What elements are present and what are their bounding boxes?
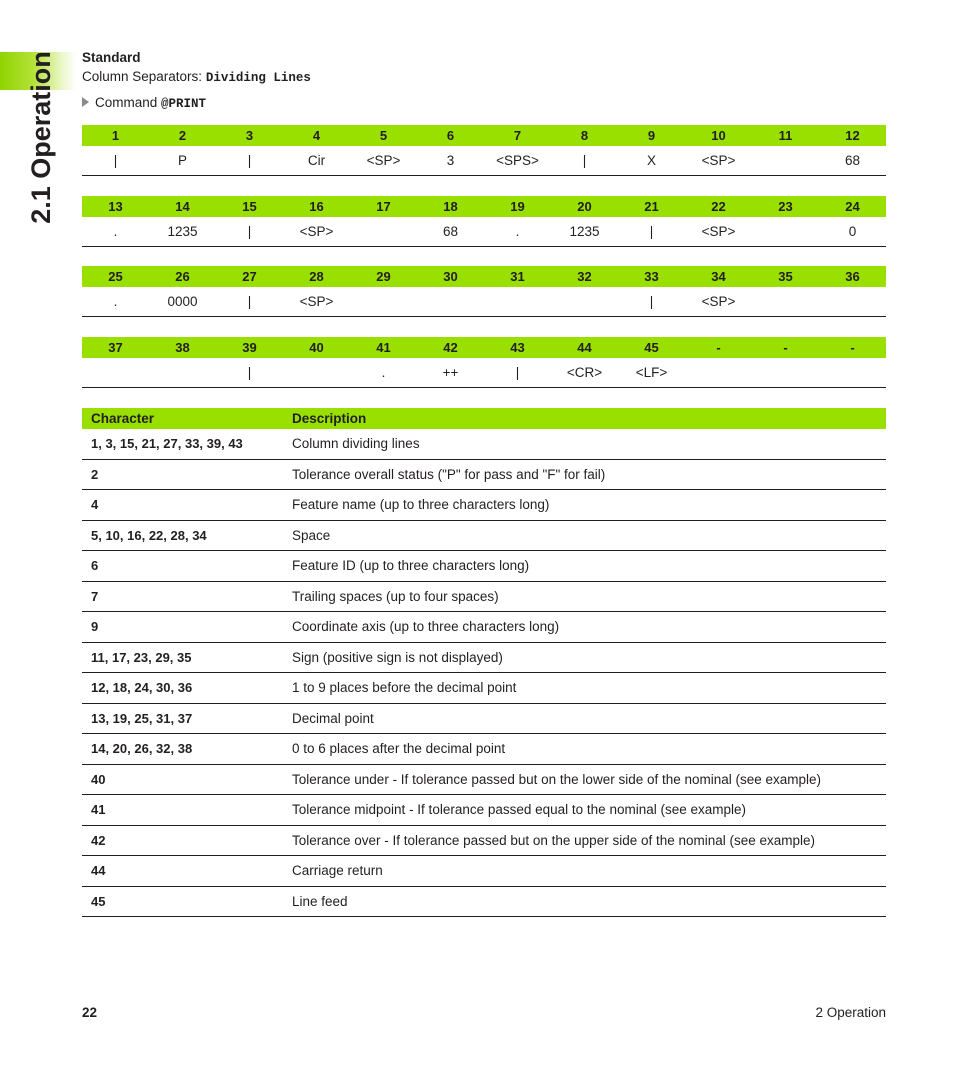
position-value: <SPS> <box>484 146 551 176</box>
position-number: 25 <box>82 266 149 287</box>
position-value <box>752 217 819 247</box>
description-row <box>82 429 886 459</box>
column-separators-line <box>82 69 311 85</box>
position-number: 7 <box>484 125 551 146</box>
description-cell: Feature ID (up to three characters long) <box>287 551 886 582</box>
position-number: 28 <box>283 266 350 287</box>
chapter-side-title-text: 2.1 Operation <box>25 50 56 224</box>
position-value <box>283 358 350 388</box>
description-cell: Line feed <box>287 886 886 917</box>
position-number: 20 <box>551 196 618 217</box>
position-number: 26 <box>149 266 216 287</box>
description-table-header <box>82 408 886 429</box>
position-value-row <box>82 358 886 388</box>
position-value: . <box>82 287 149 317</box>
position-table <box>82 196 886 247</box>
position-number: 39 <box>216 337 283 358</box>
command-label: Command <box>95 95 158 110</box>
section-heading: Standard <box>82 50 141 65</box>
position-value <box>350 287 417 317</box>
position-value: <SP> <box>685 287 752 317</box>
position-value: <SP> <box>283 287 350 317</box>
description-row <box>82 612 886 643</box>
character-cell: 40 <box>82 764 287 795</box>
position-number: 34 <box>685 266 752 287</box>
description-cell: Carriage return <box>287 856 886 887</box>
position-value: <SP> <box>685 217 752 247</box>
position-value-row <box>82 146 886 176</box>
position-value: 1235 <box>551 217 618 247</box>
character-cell: 1, 3, 15, 21, 27, 33, 39, 43 <box>82 429 287 459</box>
footer-chapter: 2 Operation <box>815 1005 886 1020</box>
description-cell: Tolerance under - If tolerance passed but on the lower side of the nominal (see example) <box>287 764 886 795</box>
position-number: 43 <box>484 337 551 358</box>
position-value: 68 <box>819 146 886 176</box>
position-value: | <box>484 358 551 388</box>
position-value: | <box>618 287 685 317</box>
description-cell: Sign (positive sign is not displayed) <box>287 642 886 673</box>
position-number: 44 <box>551 337 618 358</box>
description-row <box>82 825 886 856</box>
position-value: . <box>82 217 149 247</box>
character-cell: 12, 18, 24, 30, 36 <box>82 673 287 704</box>
position-value <box>819 358 886 388</box>
position-value <box>551 287 618 317</box>
position-value: . <box>484 217 551 247</box>
position-value <box>350 217 417 247</box>
character-cell: 6 <box>82 551 287 582</box>
position-number: 27 <box>216 266 283 287</box>
character-cell: 13, 19, 25, 31, 37 <box>82 703 287 734</box>
position-value: 3 <box>417 146 484 176</box>
position-value: . <box>350 358 417 388</box>
position-value-row <box>82 287 886 317</box>
description-row <box>82 520 886 551</box>
position-number: 19 <box>484 196 551 217</box>
description-row <box>82 459 886 490</box>
position-number: 4 <box>283 125 350 146</box>
character-cell: 2 <box>82 459 287 490</box>
character-cell: 4 <box>82 490 287 521</box>
character-cell: 41 <box>82 795 287 826</box>
position-value: P <box>149 146 216 176</box>
description-cell: Tolerance midpoint - If tolerance passed equal to the nominal (see example) <box>287 795 886 826</box>
separator-value: Dividing Lines <box>205 71 311 85</box>
description-row <box>82 673 886 704</box>
description-cell: Tolerance overall status ("P" for pass and "F" for fail) <box>287 459 886 490</box>
description-cell: Decimal point <box>287 703 886 734</box>
position-value <box>752 146 819 176</box>
command-line <box>82 95 311 111</box>
position-value: 1235 <box>149 217 216 247</box>
position-value: | <box>216 358 283 388</box>
position-number: 12 <box>819 125 886 146</box>
position-number: 3 <box>216 125 283 146</box>
position-number: 17 <box>350 196 417 217</box>
chapter-side-title <box>20 52 62 222</box>
position-number: 21 <box>618 196 685 217</box>
position-number: 35 <box>752 266 819 287</box>
position-number: 30 <box>417 266 484 287</box>
position-value: 0 <box>819 217 886 247</box>
position-header-row <box>82 266 886 287</box>
description-column-header: Description <box>287 408 886 429</box>
position-number: 8 <box>551 125 618 146</box>
position-table <box>82 337 886 388</box>
position-number: 41 <box>350 337 417 358</box>
position-number: 2 <box>149 125 216 146</box>
position-number: - <box>752 337 819 358</box>
description-row <box>82 490 886 521</box>
position-number: 42 <box>417 337 484 358</box>
position-value <box>149 358 216 388</box>
position-value: ++ <box>417 358 484 388</box>
position-table <box>82 125 886 176</box>
position-value <box>752 358 819 388</box>
position-value: <CR> <box>551 358 618 388</box>
position-number: 37 <box>82 337 149 358</box>
description-cell: Trailing spaces (up to four spaces) <box>287 581 886 612</box>
page-number: 22 <box>82 1005 98 1020</box>
position-number: 36 <box>819 266 886 287</box>
position-value: | <box>618 217 685 247</box>
description-row <box>82 734 886 765</box>
description-cell: Coordinate axis (up to three characters long) <box>287 612 886 643</box>
position-value: Cir <box>283 146 350 176</box>
position-number: 10 <box>685 125 752 146</box>
position-number: - <box>819 337 886 358</box>
position-number: 6 <box>417 125 484 146</box>
description-row <box>82 795 886 826</box>
position-number: 14 <box>149 196 216 217</box>
position-number: 38 <box>149 337 216 358</box>
description-cell: 0 to 6 places after the decimal point <box>287 734 886 765</box>
position-value: <LF> <box>618 358 685 388</box>
description-row <box>82 551 886 582</box>
description-row <box>82 581 886 612</box>
position-value: | <box>82 146 149 176</box>
position-header-row <box>82 125 886 146</box>
description-row <box>82 642 886 673</box>
character-cell: 14, 20, 26, 32, 38 <box>82 734 287 765</box>
character-cell: 44 <box>82 856 287 887</box>
character-cell: 11, 17, 23, 29, 35 <box>82 642 287 673</box>
character-cell: 9 <box>82 612 287 643</box>
character-column-header: Character <box>82 408 287 429</box>
position-value-row <box>82 217 886 247</box>
separator-label: Column Separators: <box>82 69 203 84</box>
position-value: <SP> <box>685 146 752 176</box>
position-value <box>82 358 149 388</box>
position-number: 9 <box>618 125 685 146</box>
description-cell: Space <box>287 520 886 551</box>
description-cell: Tolerance over - If tolerance passed but on the upper side of the nominal (see example) <box>287 825 886 856</box>
position-value: | <box>216 146 283 176</box>
character-cell: 5, 10, 16, 22, 28, 34 <box>82 520 287 551</box>
position-number: 29 <box>350 266 417 287</box>
position-value: 0000 <box>149 287 216 317</box>
position-table <box>82 266 886 317</box>
description-cell: Feature name (up to three characters long) <box>287 490 886 521</box>
position-header-row <box>82 196 886 217</box>
position-value <box>484 287 551 317</box>
description-table <box>82 408 886 917</box>
position-number: 23 <box>752 196 819 217</box>
position-value: <SP> <box>350 146 417 176</box>
position-value <box>685 358 752 388</box>
position-value: | <box>216 217 283 247</box>
character-cell: 42 <box>82 825 287 856</box>
position-value <box>752 287 819 317</box>
position-number: 16 <box>283 196 350 217</box>
position-number: 32 <box>551 266 618 287</box>
position-number: 24 <box>819 196 886 217</box>
description-cell: 1 to 9 places before the decimal point <box>287 673 886 704</box>
position-number: 1 <box>82 125 149 146</box>
character-cell: 45 <box>82 886 287 917</box>
position-value <box>819 287 886 317</box>
position-value: | <box>216 287 283 317</box>
position-value: X <box>618 146 685 176</box>
position-number: - <box>685 337 752 358</box>
intro-block <box>82 50 311 121</box>
position-value <box>417 287 484 317</box>
position-number: 45 <box>618 337 685 358</box>
position-number: 13 <box>82 196 149 217</box>
triangle-bullet-icon <box>82 97 89 107</box>
position-header-row <box>82 337 886 358</box>
position-value: | <box>551 146 618 176</box>
position-number: 15 <box>216 196 283 217</box>
description-row <box>82 703 886 734</box>
description-row <box>82 886 886 917</box>
position-value: <SP> <box>283 217 350 247</box>
character-cell: 7 <box>82 581 287 612</box>
description-row <box>82 764 886 795</box>
position-number: 40 <box>283 337 350 358</box>
command-value: @PRINT <box>161 97 207 111</box>
description-cell: Column dividing lines <box>287 429 886 459</box>
position-number: 22 <box>685 196 752 217</box>
position-number: 33 <box>618 266 685 287</box>
position-number: 18 <box>417 196 484 217</box>
position-number: 31 <box>484 266 551 287</box>
position-value: 68 <box>417 217 484 247</box>
position-number: 11 <box>752 125 819 146</box>
position-number: 5 <box>350 125 417 146</box>
description-row <box>82 856 886 887</box>
